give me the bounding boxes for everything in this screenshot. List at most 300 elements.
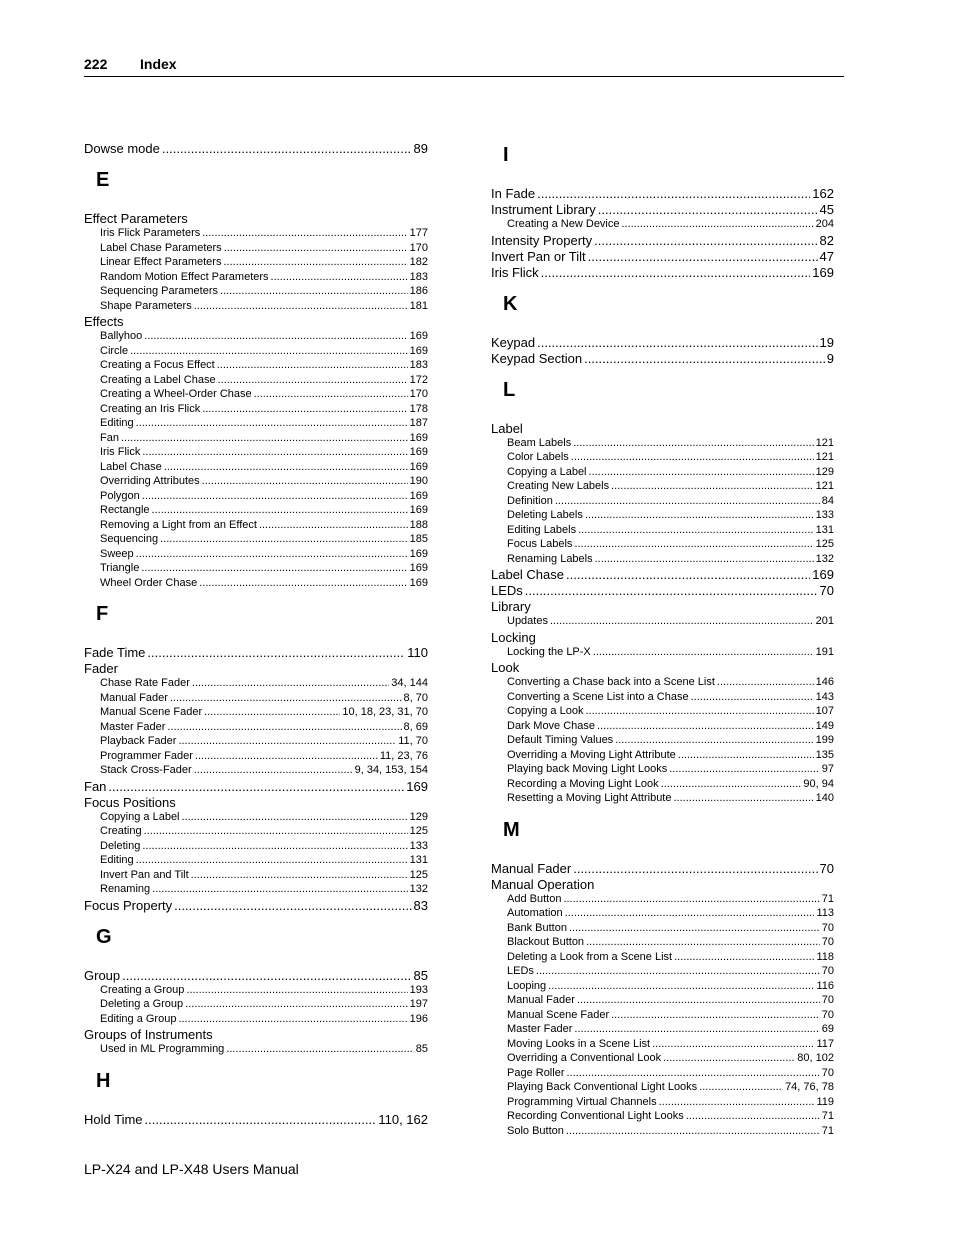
entry-pages: 190: [409, 475, 428, 487]
entry-term: Deleting a Look from a Scene List: [507, 950, 673, 963]
index-subentry: [84, 242, 428, 254]
index-subentry: [491, 524, 834, 536]
page-header: [84, 56, 844, 77]
entry-pages: 85: [415, 1043, 428, 1055]
index-entry: [491, 351, 834, 366]
entry-pages: 119: [816, 1095, 834, 1108]
entry-pages: 125: [409, 868, 428, 881]
index-subentry: [84, 750, 428, 762]
entry-term: Programming Virtual Channels: [507, 1095, 657, 1108]
entry-term: Sequencing: [100, 533, 159, 545]
index-section-letter: M: [503, 818, 520, 841]
dot-leader: [144, 825, 408, 837]
dot-leader: [659, 1096, 815, 1108]
entry-pages: 110: [407, 645, 428, 660]
dot-leader: [548, 980, 814, 992]
entry-pages: 71: [821, 1110, 834, 1122]
dot-leader: [130, 345, 408, 357]
index-subentry: [491, 951, 834, 963]
dot-leader: [663, 1052, 795, 1064]
entry-term: Ballyhoo: [100, 330, 143, 342]
entry-pages: 169: [409, 446, 428, 458]
index-subentry: [491, 792, 834, 804]
entry-pages: 11, 70: [398, 735, 428, 747]
entry-term: Color Labels: [507, 451, 569, 463]
index-subentry: [84, 388, 428, 400]
entry-pages: 204: [815, 218, 834, 230]
dot-leader: [152, 883, 408, 895]
index-section-letter: F: [96, 603, 109, 625]
dot-leader: [584, 351, 825, 366]
entry-pages: 188: [409, 518, 428, 531]
entry-term: Master Fader: [507, 1023, 573, 1035]
index-subentry: [84, 300, 428, 312]
index-subentry: [84, 692, 428, 704]
dot-leader: [202, 403, 407, 415]
entry-pages: 199: [815, 734, 834, 746]
dot-leader: [585, 509, 814, 521]
entry-term: Manual Fader: [100, 691, 168, 704]
index-entry: [84, 779, 428, 794]
index-heading: Label: [491, 420, 523, 436]
index-entry: [491, 186, 834, 201]
entry-pages: 118: [816, 950, 834, 963]
index-subentry: [84, 577, 428, 589]
dot-leader: [661, 778, 802, 790]
index-subentry: [491, 965, 834, 977]
entry-pages: 169: [409, 547, 428, 560]
entry-term: Copying a Look: [507, 705, 584, 717]
entry-term: Hold Time: [84, 1111, 143, 1127]
entry-term: Programmer Fader: [100, 749, 193, 762]
index-subentry: [84, 330, 428, 342]
index-subentry: [491, 466, 834, 478]
entry-term: Playback Fader: [100, 735, 177, 747]
entry-term: Keypad: [491, 334, 536, 350]
dot-leader: [185, 998, 407, 1010]
entry-term: Updates: [507, 615, 548, 627]
entry-pages: 71: [821, 892, 834, 905]
entry-pages: 47: [819, 248, 834, 264]
index-section-letter: H: [96, 1069, 111, 1092]
entry-term: Add Button: [507, 892, 562, 905]
entry-pages: 69: [821, 1023, 834, 1035]
entry-pages: 183: [409, 270, 428, 283]
entry-term: Locking the LP-X: [507, 645, 591, 658]
index-subentry: [84, 285, 428, 297]
entry-pages: 187: [409, 417, 428, 429]
dot-leader: [550, 615, 814, 627]
index-heading: Focus Positions: [84, 794, 176, 810]
index-subentry: [84, 735, 428, 747]
entry-term: LEDs: [507, 965, 534, 977]
entry-pages: 70: [821, 936, 834, 948]
entry-term: Overriding a Moving Light Attribute: [507, 748, 676, 761]
entry-pages: 9, 34, 153, 154: [354, 764, 428, 776]
index-heading: Look: [491, 660, 520, 675]
entry-term: Invert Pan or Tilt: [491, 248, 586, 264]
dot-leader: [202, 227, 407, 239]
index-subentry: [491, 922, 834, 934]
index-subentry: [84, 227, 428, 239]
dot-leader: [145, 1112, 377, 1127]
index-subentry: [491, 495, 834, 507]
entry-term: Focus Property: [84, 897, 173, 913]
dot-leader: [573, 437, 813, 449]
entry-term: Moving Looks in a Scene List: [507, 1037, 651, 1050]
entry-term: Label Chase Parameters: [100, 241, 222, 254]
entry-term: Resetting a Moving Light Attribute: [507, 792, 672, 804]
entry-term: Creating a Group: [100, 983, 185, 996]
entry-term: Random Motion Effect Parameters: [100, 270, 269, 283]
dot-leader: [259, 519, 408, 531]
index-subentry: [491, 437, 834, 449]
entry-term: Looping: [507, 979, 547, 992]
dot-leader: [170, 692, 402, 704]
dot-leader: [195, 750, 378, 762]
entry-term: Editing a Group: [100, 1012, 177, 1025]
index-heading: Manual Operation: [491, 876, 595, 892]
entry-pages: 197: [409, 998, 428, 1010]
entry-pages: 196: [409, 1012, 428, 1025]
entry-pages: 97: [821, 763, 834, 775]
entry-pages: 116: [816, 979, 834, 992]
entry-term: Blackout Button: [507, 936, 585, 948]
entry-pages: 70: [819, 583, 834, 598]
entry-term: Sweep: [100, 547, 134, 560]
index-subentry: [491, 936, 834, 948]
entry-term: In Fade: [491, 186, 536, 201]
index-entry: [491, 567, 834, 582]
entry-pages: 19: [819, 334, 834, 350]
entry-term: Converting a Scene List into a Chase: [507, 690, 689, 703]
entry-term: Invert Pan and Tilt: [100, 868, 189, 881]
entry-pages: 169: [409, 562, 428, 574]
index-entry: [491, 583, 834, 598]
entry-term: Renaming: [100, 883, 151, 895]
dot-leader: [121, 432, 408, 444]
dot-leader: [652, 1038, 814, 1050]
entry-pages: 70: [819, 860, 834, 876]
index-subentry: [491, 734, 834, 746]
page-title: Index: [140, 56, 177, 72]
index-subentry: [491, 1125, 834, 1137]
dot-leader: [164, 461, 408, 473]
entry-pages: 169: [406, 778, 428, 794]
entry-pages: 84: [821, 494, 834, 507]
entry-term: Dowse mode: [84, 141, 160, 156]
entry-pages: 169: [409, 431, 428, 444]
entry-term: Stack Cross-Fader: [100, 764, 192, 776]
entry-pages: 129: [409, 810, 428, 823]
index-entry: [84, 1112, 428, 1127]
dot-leader: [586, 936, 820, 948]
entry-term: Playing Back Conventional Light Looks: [507, 1081, 698, 1093]
entry-term: Bank Button: [507, 921, 567, 934]
dot-leader: [571, 451, 814, 463]
dot-leader: [565, 907, 815, 919]
entry-pages: 70: [821, 994, 834, 1006]
entry-pages: 177: [409, 227, 428, 239]
entry-term: Circle: [100, 344, 129, 357]
entry-term: Solo Button: [507, 1124, 564, 1137]
entry-term: Fade Time: [84, 645, 146, 660]
entry-pages: 74, 76, 78: [785, 1081, 834, 1093]
index-subentry: [84, 840, 428, 852]
index-entry: [491, 335, 834, 350]
entry-term: Triangle: [100, 562, 140, 574]
index-subentry: [84, 998, 428, 1010]
index-section-letter: E: [96, 169, 110, 191]
dot-leader: [192, 677, 389, 689]
entry-pages: 8, 69: [403, 720, 428, 733]
entry-pages: 182: [409, 256, 428, 268]
dot-leader: [678, 749, 814, 761]
entry-term: Master Fader: [100, 720, 166, 733]
entry-pages: 185: [409, 533, 428, 545]
index-entry: [491, 233, 834, 248]
entry-pages: 34, 144: [391, 677, 428, 689]
entry-term: Fan: [100, 431, 119, 444]
index-subentry: [84, 869, 428, 881]
entry-term: Group: [84, 967, 121, 983]
entry-term: Recording Conventional Light Looks: [507, 1110, 684, 1122]
dot-leader: [594, 233, 817, 248]
index-subentry: [491, 451, 834, 463]
dot-leader: [194, 300, 408, 312]
dot-leader: [178, 735, 396, 747]
index-subentry: [491, 1023, 834, 1035]
dot-leader: [691, 691, 814, 703]
dot-leader: [674, 951, 814, 963]
entry-term: Creating a New Device: [507, 218, 620, 230]
index-subentry: [491, 994, 834, 1006]
entry-pages: 170: [409, 241, 428, 254]
dot-leader: [152, 504, 408, 516]
index-subentry: [84, 811, 428, 823]
dot-leader: [204, 706, 340, 718]
entry-term: Creating a Focus Effect: [100, 359, 215, 371]
index-subentry: [84, 677, 428, 689]
entry-pages: 140: [815, 792, 834, 804]
entry-pages: 70: [821, 1008, 834, 1021]
entry-term: Creating: [100, 825, 142, 837]
entry-pages: 169: [812, 264, 834, 280]
dot-leader: [574, 538, 813, 550]
index-heading: Effect Parameters: [84, 211, 188, 226]
dot-leader: [108, 779, 404, 794]
entry-term: Iris Flick: [491, 264, 539, 280]
entry-term: Deleting: [100, 839, 141, 852]
index-subentry: [84, 374, 428, 386]
dot-leader: [525, 583, 818, 598]
index-subentry: [84, 504, 428, 516]
entry-term: Manual Fader: [507, 994, 575, 1006]
entry-term: Creating a Wheel-Order Chase: [100, 388, 252, 400]
dot-leader: [160, 533, 408, 545]
entry-pages: 121: [815, 480, 834, 492]
index-subentry: [491, 1081, 834, 1093]
dot-leader: [218, 374, 408, 386]
entry-pages: 129: [815, 465, 834, 478]
index-subentry: [84, 854, 428, 866]
entry-pages: 169: [409, 576, 428, 589]
entry-pages: 193: [409, 983, 428, 996]
dot-leader: [573, 861, 817, 876]
entry-pages: 169: [409, 330, 428, 342]
index-heading: Effects: [84, 314, 124, 329]
index-subentry: [84, 446, 428, 458]
dot-leader: [611, 480, 814, 492]
index-entry: [84, 968, 428, 983]
index-subentry: [491, 1038, 834, 1050]
dot-leader: [622, 218, 814, 230]
index-subentry: [84, 562, 428, 574]
entry-pages: 131: [815, 523, 834, 536]
dot-leader: [224, 242, 408, 254]
dot-leader: [271, 271, 408, 283]
index-entry: [491, 249, 834, 264]
dot-leader: [537, 186, 810, 201]
dot-leader: [167, 721, 401, 733]
entry-pages: 10, 18, 23, 31, 70: [342, 706, 428, 718]
entry-term: Instrument Library: [491, 202, 596, 217]
entry-term: Creating New Labels: [507, 480, 610, 492]
dot-leader: [585, 705, 813, 717]
dot-leader: [147, 645, 405, 660]
index-subentry: [491, 749, 834, 761]
entry-term: Playing back Moving Light Looks: [507, 763, 668, 775]
index-subentry: [491, 1110, 834, 1122]
index-section-letter: K: [503, 292, 518, 315]
entry-term: Editing: [100, 417, 134, 429]
entry-pages: 85: [413, 967, 428, 983]
dot-leader: [141, 562, 407, 574]
index-subentry: [491, 893, 834, 905]
dot-leader: [589, 466, 814, 478]
entry-pages: 71: [821, 1124, 834, 1137]
entry-term: Fan: [84, 778, 107, 794]
entry-pages: 70: [821, 921, 834, 934]
index-subentry: [491, 691, 834, 703]
index-subentry: [491, 907, 834, 919]
index-subentry: [491, 720, 834, 732]
entry-pages: 9: [826, 350, 834, 366]
dot-leader: [588, 249, 818, 264]
index-heading: Locking: [491, 629, 536, 645]
entry-pages: 121: [815, 436, 834, 449]
index-subentry: [491, 1096, 834, 1108]
index-subentry: [491, 676, 834, 688]
dot-leader: [537, 335, 817, 350]
index-subentry: [84, 706, 428, 718]
entry-term: Converting a Chase back into a Scene List: [507, 676, 715, 688]
dot-leader: [142, 490, 408, 502]
entry-term: Wheel Order Chase: [100, 576, 198, 589]
entry-pages: 181: [409, 299, 428, 312]
entry-term: Used in ML Programming: [100, 1043, 225, 1055]
dot-leader: [673, 792, 813, 804]
dot-leader: [142, 446, 407, 458]
entry-term: Editing: [100, 854, 134, 866]
entry-term: Dark Move Chase: [507, 719, 596, 732]
index-subentry: [84, 403, 428, 415]
dot-leader: [563, 893, 819, 905]
page-number: 222: [84, 56, 108, 72]
index-heading: Groups of Instruments: [84, 1027, 213, 1042]
entry-pages: 146: [815, 676, 834, 688]
entry-term: Creating a Label Chase: [100, 373, 216, 386]
dot-leader: [136, 417, 408, 429]
entry-term: Editing Labels: [507, 523, 577, 536]
entry-term: Copying a Label: [507, 465, 587, 478]
entry-term: Copying a Label: [100, 810, 180, 823]
dot-leader: [178, 1013, 407, 1025]
dot-leader: [144, 330, 407, 342]
entry-pages: 70: [821, 1066, 834, 1079]
dot-leader: [220, 285, 408, 297]
entry-term: Iris Flick: [100, 446, 141, 458]
dot-leader: [566, 1125, 820, 1137]
index-subentry: [84, 1013, 428, 1025]
index-subentry: [84, 533, 428, 545]
index-subentry: [84, 1043, 428, 1055]
entry-term: Iris Flick Parameters: [100, 227, 201, 239]
index-subentry: [84, 417, 428, 429]
entry-term: Intensity Property: [491, 232, 593, 248]
entry-pages: 133: [815, 509, 834, 521]
entry-pages: 186: [409, 285, 428, 297]
entry-term: Chase Rate Fader: [100, 677, 190, 689]
entry-term: Manual Scene Fader: [507, 1008, 610, 1021]
entry-pages: 169: [409, 489, 428, 502]
entry-pages: 125: [409, 825, 428, 837]
dot-leader: [199, 577, 407, 589]
entry-term: Default Timing Values: [507, 734, 614, 746]
index-subentry: [491, 1067, 834, 1079]
dot-leader: [174, 898, 411, 913]
dot-leader: [598, 202, 818, 217]
dot-leader: [136, 854, 408, 866]
dot-leader: [186, 984, 407, 996]
index-subentry: [84, 345, 428, 357]
entry-term: Label Chase: [491, 567, 564, 582]
dot-leader: [595, 553, 814, 565]
index-subentry: [491, 553, 834, 565]
index-subentry: [491, 480, 834, 492]
entry-pages: 83: [413, 897, 428, 913]
index-entry: [491, 265, 834, 280]
index-entry: [84, 141, 428, 156]
dot-leader: [194, 764, 353, 776]
dot-leader: [122, 968, 411, 983]
entry-pages: 110, 162: [378, 1111, 428, 1127]
dot-leader: [578, 524, 814, 536]
entry-pages: 133: [409, 839, 428, 852]
entry-term: Shape Parameters: [100, 299, 192, 312]
entry-term: Deleting a Group: [100, 998, 184, 1010]
entry-pages: 11, 23, 76: [379, 749, 428, 762]
dot-leader: [223, 256, 407, 268]
entry-pages: 132: [409, 883, 428, 895]
index-subentry: [491, 218, 834, 230]
entry-pages: 125: [815, 538, 834, 550]
index-subentry: [491, 705, 834, 717]
entry-pages: 45: [819, 202, 834, 217]
dot-leader: [254, 388, 408, 400]
entry-term: Deleting Labels: [507, 509, 583, 521]
index-subentry: [84, 548, 428, 560]
